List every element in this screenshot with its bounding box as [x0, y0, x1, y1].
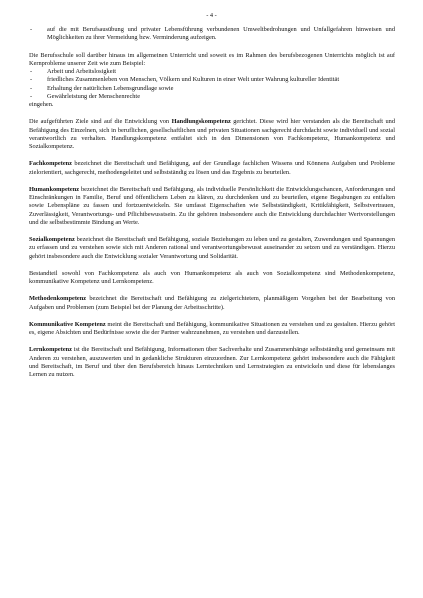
list-item: - Arbeit und Arbeitslosigkeit	[29, 68, 395, 76]
term-kommunikative-kompetenz: Kommunikative Kompetenz	[29, 320, 106, 328]
term-fachkompetenz: Fachkompetenz	[29, 160, 72, 168]
paragraph-eingehen: eingehen.	[29, 101, 54, 108]
list-item: - friedliches Zusammenleben von Menschen, Völkern und Kulturen in einer Welt unter Wahrung kultureller Identität	[29, 76, 395, 84]
term-methodenkompetenz: Methodenkompetenz	[29, 295, 87, 303]
page-number: - 4 -	[206, 12, 217, 19]
term-handlungskompetenz: Handlungskompetenz	[171, 118, 231, 126]
list-item: - auf die mit Berufsausübung und privater Lebensführung verbundenen Umweltbedrohungen und Unfallgefahren hinweisen und Möglichkeiten zu ihrer Vermeidung bzw. Verminderung aufzeigen.	[29, 26, 395, 43]
list-item: - Gewährleistung der Menschenrechte	[29, 93, 395, 101]
paragraph-lernkompetenz: Lernkompetenz ist die Bereitschaft und Befähigung, Informationen über Sachverhalte und Zusammenhänge selbstständig und gemeinsam mit Anderen zu verstehen, auszuwerten und in gedankliche Strukturen einzuordnen. Zur Lernkompetenz gehört insbesondere auch die Fähigkeit und Bereitschaft, im Beruf und über den Berufsbereich hinaus Lerntechniken und Lernstrategien zu entwickeln und diese für lebenslanges Lernen zu nutzen.	[29, 346, 395, 378]
term-sozialkompetenz: Sozialkompetenz	[29, 236, 75, 243]
paragraph-berufsschule: Die Berufsschule soll darüber hinaus im allgemeinen Unterricht und soweit es im Rahmen des berufsbezogenen Unterrichts möglich ist auf Kernprobleme unserer Zeit wie zum Beispiel:	[29, 51, 395, 67]
term-lernkompetenz: Lernkompetenz	[29, 346, 72, 354]
paragraph-bestandteil: Bestandteil sowohl von Fachkompetenz als auch von Humankompetenz als auch von Sozialkompetenz sind Methodenkompetenz, kommunikative Kompetenz und Lernkompetenz.	[29, 269, 395, 285]
paragraph-fachkompetenz: Fachkompetenz bezeichnet die Bereitschaft und Befähigung, auf der Grundlage fachlichen Wissens und Könnens Aufgaben und Probleme zielorientiert, sachgerecht, methodengeleitet und selbstständig zu lösen und das Ergebnis zu beurteilen.	[29, 160, 395, 176]
paragraph-kommunikative-kompetenz: Kommunikative Kompetenz meint die Bereitschaft und Befähigung, kommunikative Situationen zu verstehen und zu gestalten. Hierzu gehört es, eigene Absichten und Bedürfnisse sowie die der Partner wahrzunehmen, zu verstehen und darzustellen.	[29, 320, 395, 336]
paragraph-methodenkompetenz: Methodenkompetenz bezeichnet die Bereitschaft und Befähigung zu zielgerichtetem, planmäßigem Vorgehen bei der Bearbeitung von Aufgaben und Problemen (zum Beispiel bei der Planung der Arbeitsschritte).	[29, 295, 395, 311]
list-item: - Erhaltung der natürlichen Lebensgrundlage sowie	[29, 85, 395, 93]
core-problems-list	[29, 68, 395, 101]
paragraph-sozialkompetenz: Sozialkompetenz bezeichnet die Bereitschaft und Befähigung, soziale Beziehungen zu leben und zu gestalten, Zuwendungen und Spannungen zu erfassen und zu verstehen sowie sich mit Anderen rational und verantwortungsbewusst auseinander zu setzen und zu verständigen. Hierzu gehört insbesondere auch die Entwicklung sozialer Verantwortung und Solidarität.	[29, 236, 395, 260]
page-content	[29, 26, 395, 388]
term-humankompetenz: Humankompetenz	[29, 185, 80, 193]
intro-bullet-list	[29, 26, 395, 43]
paragraph-handlungskompetenz: Die aufgeführten Ziele sind auf die Entwicklung von Handlungskompetenz gerichtet. Diese wird hier verstanden als die Bereitschaft und Befähigung des Einzelnen, sich in beruflichen, gesellschaftlichen und privaten Situationen sachgerecht durchdacht sowie individuell und sozial verantwortlich zu verhalten. Handlungskompetenz entfaltet sich in den Dimensionen von Fachkompetenz, Humankompetenz und Sozialkompetenz.	[29, 118, 395, 150]
paragraph-humankompetenz: Humankompetenz bezeichnet die Bereitschaft und Befähigung, als individuelle Persönlichkeit die Entwicklungschancen, Anforderungen und Einschränkungen in Familie, Beruf und öffentlichem Leben zu klären, zu durchdenken und zu beurteilen, eigene Begabungen zu entfalten sowie Lebenspläne zu fassen und fortzuentwickeln. Sie umfasst Eigenschaften wie Selbstständigkeit, Kritikfähigkeit, Selbstvertrauen, Zuverlässigkeit, Verantwortungs- und Pflichtbewusstsein. Zu ihr gehören insbesondere auch die Entwicklung durchdachter Wertvorstellungen und die selbstbestimmte Bindung an Werte.	[29, 185, 395, 226]
